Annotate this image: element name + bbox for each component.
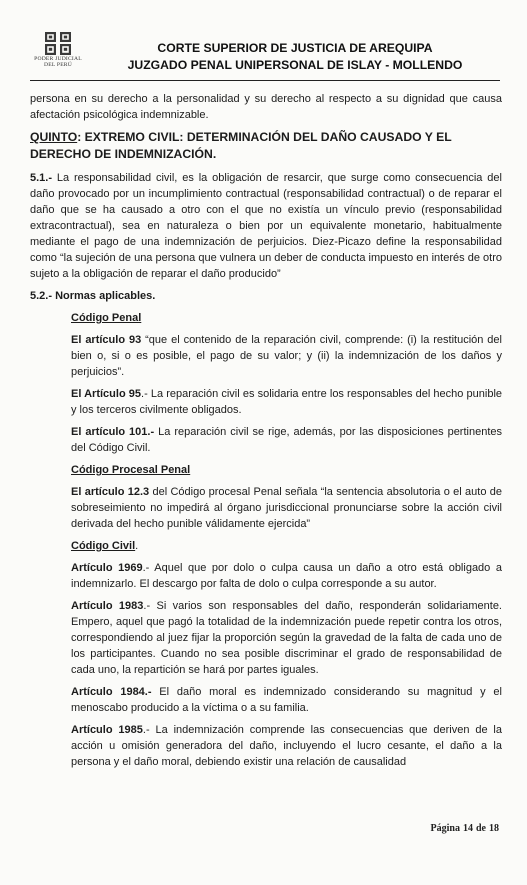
page-number — [431, 823, 499, 834]
article-101-text: La reparación civil se rige, además, por las disposiciones pertinentes del Código Civil. — [71, 426, 503, 454]
article-95 — [71, 386, 502, 418]
article-12-3-label: El artículo 12.3 — [71, 486, 150, 498]
heading-codigo-civil — [71, 538, 502, 554]
article-101 — [71, 424, 502, 456]
heading-codigo-penal — [71, 310, 502, 326]
paragraph-continuation: persona en su derecho a la personalidad y su derecho al respecto a su dignidad que causa afectación psicológica indemnizable. — [30, 93, 502, 121]
article-1984 — [71, 684, 502, 716]
heading-codigo-civil-dot: . — [135, 540, 139, 552]
court-title: CORTE SUPERIOR DE JUSTICIA DE AREQUIPA — [157, 41, 433, 55]
page-of: de — [476, 823, 486, 834]
article-1969 — [71, 560, 502, 592]
judiciary-logo — [30, 32, 86, 68]
section-heading-text: : EXTREMO CIVIL: DETERMINACIÓN DEL DAÑO CAUSADO Y EL DERECHO DE INDEMNIZACIÓN. — [30, 130, 452, 161]
article-1985-text: .- La indemnización comprende las consecuencias que deriven de la acción u omisión generadora del daño, incluyendo el lucro cesante, el daño a la persona y el daño moral, debiendo existir una relación de causalidad — [71, 724, 502, 768]
section-heading — [30, 129, 502, 163]
paragraph-5-1 — [30, 170, 502, 282]
article-1985-label: Artículo 1985 — [71, 724, 143, 736]
article-93 — [71, 332, 502, 380]
page-label: Página — [430, 823, 460, 834]
section-label: QUINTO — [30, 130, 78, 144]
paragraph-5-1-label: 5.1.- — [30, 172, 53, 184]
article-1983 — [71, 598, 502, 678]
article-1985 — [71, 722, 502, 770]
logo-text-line1: PODER JUDICIAL — [34, 56, 82, 62]
heading-codigo-procesal — [71, 462, 502, 478]
article-101-label: El artículo 101.- — [71, 426, 155, 438]
logo-text-line2: DEL PERÚ — [44, 62, 72, 69]
heading-codigo-penal-text: Código Penal — [71, 312, 142, 324]
article-1983-text: .- Si varios son responsables del daño, responderán solidariamente. Empero, aquel que pagó la totalidad de la indemnización puede repetir contra los otros, correspondiendo al juez fijar la proporción según la gravedad de la falta de cada uno de los participantes. Cuando no sea posible discriminar el grado de responsabilidad de cada uno, la repartición se hará por partes iguales. — [71, 600, 502, 676]
header-divider — [30, 80, 500, 81]
article-1969-text: .- Aquel que por dolo o culpa causa un daño a otro está obligado a indemnizarlo. El descargo por falta de dolo o culpa corresponde a su autor. — [71, 562, 502, 590]
document-header — [30, 32, 500, 78]
page-total: 18 — [489, 823, 499, 834]
article-1969-label: Artículo 1969 — [71, 562, 143, 574]
court-subtitle: JUZGADO PENAL UNIPERSONAL DE ISLAY - MOLLENDO — [127, 58, 463, 72]
subsection-5-2: 5.2.- Normas aplicables. — [30, 290, 156, 302]
page-current: 14 — [463, 823, 473, 834]
article-1983-label: Artículo 1983 — [71, 600, 144, 612]
article-12-3-text: del Código procesal Penal señala “la sentencia absolutoria o el auto de sobreseimiento no impedirá al órgano jurisdiccional pronunciarse sobre la acción civil derivada del hecho punible válidamente ejercida” — [71, 486, 502, 530]
article-12-3 — [71, 484, 502, 532]
article-95-text: .- La reparación civil es solidaria entre los responsables del hecho punible y los terceros civilmente obligados. — [71, 388, 503, 416]
article-93-text: “que el contenido de la reparación civil, comprende: (i) la restitución del bien o, si o es posible, el pago de su valor; y (ii) la indemnización de los daños y perjuicios”. — [71, 334, 502, 378]
article-1984-label: Artículo 1984.- — [71, 686, 152, 698]
judiciary-emblem-icon — [43, 32, 73, 56]
article-1984-text: El daño moral es indemnizado considerando su magnitud y el menoscabo producido a la víctima o a su familia. — [71, 686, 502, 714]
heading-codigo-procesal-text: Código Procesal Penal — [71, 464, 191, 476]
article-95-label: El Artículo 95 — [71, 388, 142, 400]
article-93-label: El artículo 93 — [71, 334, 142, 346]
heading-codigo-civil-text: Código Civil — [71, 540, 136, 552]
document-body — [30, 91, 502, 770]
paragraph-5-1-text: La responsabilidad civil, es la obligación de resarcir, que surge como consecuencia del daño provocado por un incumplimiento contractual (responsabilidad contractual) o de reparar el daño que se ha causado a otro con el que no existía un vínculo previo (responsabilidad extracontractual), sea en naturaleza o bien por un equivalente monetario, habitualmente mediante el pago de una indemnización de perjuicios. Diez-Picazo define la responsabilidad como “la sujeción de una persona que vulnera un deber de conducta impuesto en interés de otro sujeto a la obligación de reparar el daño producido” — [30, 172, 502, 280]
